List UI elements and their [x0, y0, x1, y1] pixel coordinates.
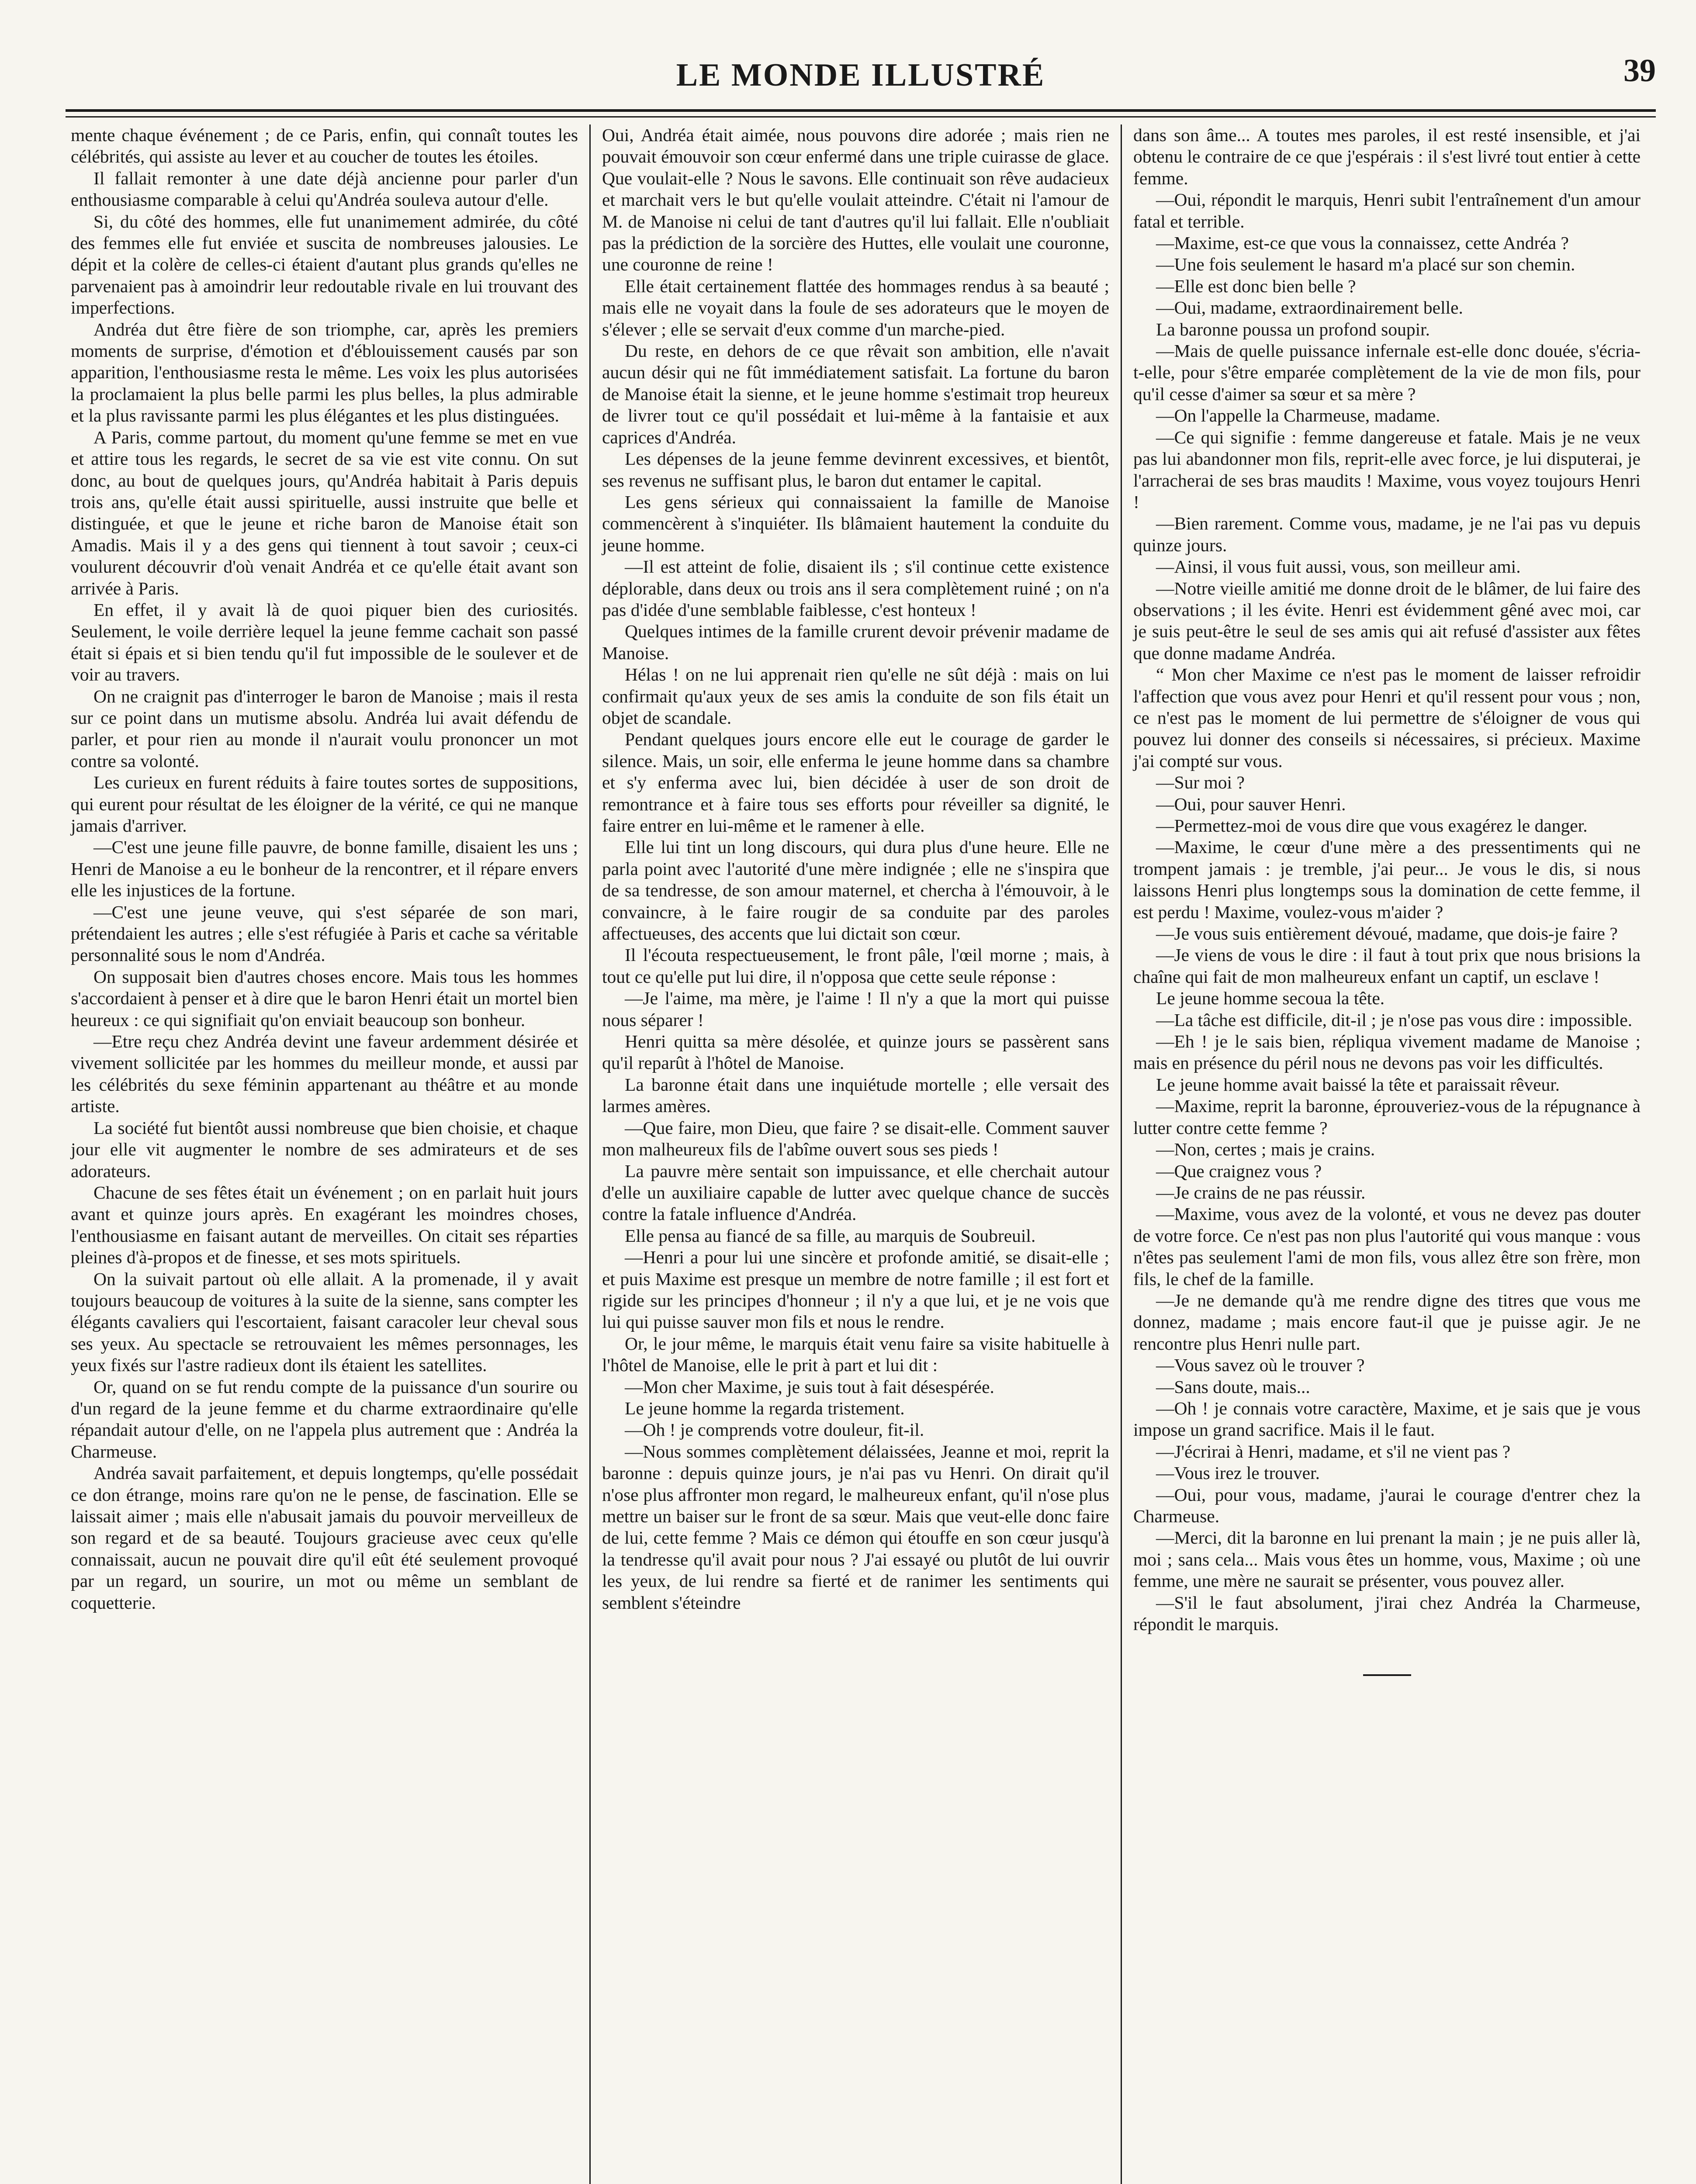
paragraph: La pauvre mère sentait son impuissance, et elle cherchait autour d'elle un auxiliaire capable de lutter avec quelque chance de succès contre la fatale influence d'Andréa.: [602, 1161, 1109, 1224]
paragraph: On supposait bien d'autres choses encore. Mais tous les hommes s'accordaient à penser et à dire que le baron Henri était un mortel bien heureux : ce qui signifiait qu'on enviait beaucoup son bonheur.: [71, 966, 578, 1030]
paragraph: —S'il le faut absolument, j'irai chez Andréa la Charmeuse, répondit le marquis.: [1133, 1592, 1641, 1635]
page-number: 39: [1623, 53, 1656, 89]
paragraph: —Oh ! je connais votre caractère, Maxime, et je sais que je vous impose un grand sacrifice. Mais il le faut.: [1133, 1398, 1641, 1440]
paragraph: —Sur moi ?: [1156, 772, 1245, 793]
page-header: [66, 9, 1656, 122]
paragraph: —Mon cher Maxime, je suis tout à fait désespérée.: [625, 1376, 994, 1397]
paragraph: Du reste, en dehors de ce que rêvait son ambition, elle n'avait aucun désir qui ne fût immédiatement satisfait. La fortune du baron de Manoise était la sienne, et le jeune homme s'estimait trop heureux de livrer tout ce qu'il possédait et lui-même à la fantaisie et aux caprices d'Andréa.: [602, 341, 1109, 447]
paragraph: —Ce qui signifie : femme dangereuse et fatale. Mais je ne veux pas lui abandonner mon fils, reprit-elle avec force, je lui disputerai, je l'arracherai de ses bras maudits ! Maxime, vous voyez toujours Henri !: [1133, 427, 1641, 512]
paragraph: —Mais de quelle puissance infernale est-elle donc douée, s'écria-t-elle, pour s'être emparée complètement de la vie de mon fils, pour qu'il cesse d'aimer sa sœur et sa mère ?: [1133, 341, 1641, 404]
paragraph: —Permettez-moi de vous dire que vous exagérez le danger.: [1156, 816, 1588, 836]
paragraph: Elle pensa au fiancé de sa fille, au marquis de Soubreuil.: [625, 1225, 1036, 1246]
paragraph: La société fut bientôt aussi nombreuse que bien choisie, et chaque jour elle vit augmenter le nombre de ses admirateurs et de ses adorateurs.: [71, 1117, 578, 1181]
paragraph: Elle était certainement flattée des hommages rendus à sa beauté ; mais elle ne voyait dans la foule de ses adorateurs que le moyen de s'élever ; elle se servait d'eux comme d'un marche-pied.: [602, 276, 1109, 339]
paragraph: —Oui, madame, extraordinairement belle.: [1156, 297, 1463, 318]
column-2: [597, 124, 1115, 2184]
paragraph: —Vous irez le trouver.: [1156, 1463, 1320, 1483]
paragraph: —Elle est donc bien belle ?: [1156, 276, 1356, 296]
paragraph: Les dépenses de la jeune femme devinrent excessives, et bientôt, ses revenus ne suffisant plus, le baron dut entamer le capital.: [602, 449, 1109, 491]
paragraph: —J'écrirai à Henri, madame, et s'il ne vient pas ?: [1156, 1441, 1511, 1462]
paragraph: —Nous sommes complètement délaissées, Jeanne et moi, reprit la baronne : depuis quinze jours, je n'ai pas vu Henri. On dirait qu'il n'ose plus affronter mon regard, le malheureux enfant, qu'il n'ose plus mettre un baiser sur le front de sa sœur. Mais que veut-elle donc faire de lui, cette femme ? Mais ce démon qui étouffe en son cœur jusqu'à la tendresse qu'il avait pour nous ? J'ai essayé ou plutôt de lui ouvrir les yeux, de lui rendre sa fierté et de ranimer les sentiments qui semblent s'éteindre: [602, 1441, 1109, 1613]
paragraph: —Je vous suis entièrement dévoué, madame, que dois-je faire ?: [1156, 923, 1618, 944]
paragraph: —Etre reçu chez Andréa devint une faveur ardemment désirée et vivement sollicitée par les hommes du meilleur monde, et aussi par les célébrités du sexe féminin appartenant au théâtre et au monde artiste.: [71, 1031, 578, 1116]
paragraph: Henri quitta sa mère désolée, et quinze jours se passèrent sans qu'il reparût à l'hôtel de Manoise.: [602, 1031, 1109, 1073]
paragraph: —On l'appelle la Charmeuse, madame.: [1156, 405, 1440, 426]
paragraph: —Je crains de ne pas réussir.: [1156, 1182, 1366, 1203]
paragraph: —Oh ! je comprends votre douleur, fit-il.: [625, 1420, 924, 1440]
paragraph: La baronne était dans une inquiétude mortelle ; elle versait des larmes amères.: [602, 1074, 1109, 1116]
paragraph: On la suivait partout où elle allait. A la promenade, il y avait toujours beaucoup de voitures à la suite de la sienne, sans compter les élégants cavaliers qui l'escortaient, faisant caracoler leur cheval sous ses yeux. Au spectacle se retrouvaient les mêmes personnages, les yeux fixés sur l'astre radieux dont ils étaient les satellites.: [71, 1268, 578, 1375]
paragraph: Chacune de ses fêtes était un événement ; on en parlait huit jours avant et quinze jours après. En exagérant les moindres choses, l'enthousiasme en faisant autant de merveilles. On citait ses réparties pleines d'à-propos et de finesse, et ses mots spirituels.: [71, 1182, 578, 1268]
paragraph: —Henri a pour lui une sincère et profonde amitié, se disait-elle ; et puis Maxime est presque un membre de notre famille ; il est fort et rigide sur les principes d'honneur ; il n'y a que lui, et je ne vois que lui qui puisse sauver mon fils et nous le rendre.: [602, 1247, 1109, 1332]
paragraph: Pendant quelques jours encore elle eut le courage de garder le silence. Mais, un soir, elle enferma le jeune homme dans sa chambre et s'y enferma avec lui, bien décidée à user de son droit de remontrance et à faire tous ses efforts pour réveiller sa dignité, le faire entrer en lui-même et le ramener à elle.: [602, 729, 1109, 836]
paragraph: Hélas ! on ne lui apprenait rien qu'elle ne sût déjà : mais on lui confirmait qu'aux yeux de ses amis la conduite de son fils était un objet de scandale.: [602, 664, 1109, 728]
paragraph: —Maxime, reprit la baronne, éprouveriez-vous de la répugnance à lutter contre cette femme ?: [1133, 1096, 1641, 1138]
paragraph: —Que craignez vous ?: [1156, 1161, 1322, 1181]
masthead-title: LE MONDE ILLUSTRÉ: [676, 57, 1045, 93]
paragraph: —C'est une jeune fille pauvre, de bonne famille, disaient les uns ; Henri de Manoise a eu le bonheur de la rencontrer, et il répare envers elle les injustices de la fortune.: [71, 837, 578, 901]
header-rule-thin: [66, 116, 1656, 117]
paragraph: “ Mon cher Maxime ce n'est pas le moment de laisser refroidir l'affection que vous avez pour Henri et qu'il ressent pour vous ; non, ce n'est pas le moment de lui permettre de s'éloigner de vous qui pouvez lui donner des conseils si nécessaires, si précieux. Maxime j'ai compté sur vous.: [1133, 664, 1641, 771]
paragraph: —La tâche est difficile, dit-il ; je n'ose pas vous dire : impossible.: [1156, 1009, 1633, 1030]
paragraph: —Il est atteint de folie, disaient ils ; s'il continue cette existence déplorable, dans deux ou trois ans il sera complètement ruiné ; on n'a pas d'idée d'une semblable faiblesse, c'est honteux !: [602, 556, 1109, 620]
paragraph: —Oui, pour sauver Henri.: [1156, 794, 1346, 814]
paragraph: —Je ne demande qu'à me rendre digne des titres que vous me donnez, madame ; mais encore faut-il que je puisse agir. Je ne rencontre plus Henri nulle part.: [1133, 1290, 1641, 1354]
paragraph: —Je l'aime, ma mère, je l'aime ! Il n'y a que la mort qui puisse nous séparer !: [602, 988, 1109, 1030]
column-divider: [1121, 124, 1122, 2184]
header-rule-thick: [66, 109, 1656, 112]
paragraph: Quelques intimes de la famille crurent devoir prévenir madame de Manoise.: [602, 621, 1109, 663]
paragraph: —Une fois seulement le hasard m'a placé sur son chemin.: [1156, 254, 1575, 275]
paragraph: Andréa savait parfaitement, et depuis longtemps, qu'elle possédait ce don étrange, moins rare qu'on ne le pense, de fascination. Elle se laissait aimer ; mais elle n'abusait jamais du pouvoir merveilleux de son regard et de sa beauté. Toujours gracieuse avec ceux qu'elle connaissait, aucun ne pouvait dire qu'il eût été seulement provoqué par un regard, un sourire, un mot ou même un semblant de coquetterie.: [71, 1463, 578, 1613]
paragraph: —Bien rarement. Comme vous, madame, je ne l'ai pas vu depuis quinze jours.: [1133, 513, 1641, 555]
text-columns: [66, 124, 1656, 2184]
paragraph: —Non, certes ; mais je crains.: [1156, 1139, 1375, 1160]
paragraph: —Notre vieille amitié me donne droit de le blâmer, de lui faire des observations ; il les évite. Henri est évidemment gêné avec moi, car je suis peut-être le seul de ses amis qui ait refusé d'assister aux fêtes que donne madame Andréa.: [1133, 578, 1641, 663]
paragraph: —Je viens de vous le dire : il faut à tout prix que nous brisions la chaîne qui fait de mon malheureux enfant un captif, un esclave !: [1133, 945, 1641, 987]
column-1: [66, 124, 583, 2184]
paragraph: Elle lui tint un long discours, qui dura plus d'une heure. Elle ne parla point avec l'autorité d'une mère indignée ; elle ne s'inspira que de sa tendresse, de son amour maternel, et chercha à l'émouvoir, à le convaincre, à le faire rougir de sa conduite par des paroles affectueuses, des accents que lui dictait son cœur.: [602, 837, 1109, 944]
paragraph: Andréa dut être fière de son triomphe, car, après les premiers moments de surprise, d'émotion et d'éblouissement causés par son apparition, l'enthousiasme resta le même. Les voix les plus autorisées la proclamaient la plus belle parmi les plus belles, la plus admirable et la plus ravissante parmi les plus élégantes et les plus distinguées.: [71, 319, 578, 426]
paragraph: Les curieux en furent réduits à faire toutes sortes de suppositions, qui eurent pour résultat de les éloigner de la vérité, ce qui ne manque jamais d'arriver.: [71, 772, 578, 836]
paragraph: —Maxime, le cœur d'une mère a des pressentiments qui ne trompent jamais : je tremble, j'ai peur... Je vous le dis, si nous laissons Henri plus longtemps sous la domination de cette femme, il est perdu ! Maxime, voulez-vous m'aider ?: [1133, 837, 1641, 922]
paragraph: —Eh ! je le sais bien, répliqua vivement madame de Manoise ; mais en présence du péril nous ne devons pas voir les difficultés.: [1133, 1031, 1641, 1073]
paragraph: Il fallait remonter à une date déjà ancienne pour parler d'un enthousiasme comparable à celui qu'Andréa souleva autour d'elle.: [71, 168, 578, 210]
column-3: [1128, 124, 1646, 2184]
column-divider: [589, 124, 591, 2184]
paragraph: —Ainsi, il vous fuit aussi, vous, son meilleur ami.: [1156, 556, 1521, 577]
paragraph: dans son âme... A toutes mes paroles, il est resté insensible, et j'ai obtenu le contraire de ce que j'espérais : il s'est livré tout entier à cette femme.: [1133, 125, 1641, 188]
paragraph: —Maxime, vous avez de la volonté, et vous ne devez pas douter de votre force. Ce n'est pas non plus l'autorité qui vous manque : vous n'êtes pas seulement l'ami de mon fils, vous allez être son frère, mon fils, le chef de la famille.: [1133, 1204, 1641, 1289]
paragraph: Le jeune homme secoua la tête.: [1156, 988, 1385, 1009]
paragraph: En effet, il y avait là de quoi piquer bien des curiosités. Seulement, le voile derrière lequel la jeune femme cachait son passé était si épais et si bien tendu qu'il fut impossible de le soulever et de voir au travers.: [71, 599, 578, 685]
paragraph: —Que faire, mon Dieu, que faire ? se disait-elle. Comment sauver mon malheureux fils de l'abîme ouvert sous ses pieds !: [602, 1117, 1109, 1160]
paragraph: —Oui, pour vous, madame, j'aurai le courage d'entrer chez la Charmeuse.: [1133, 1484, 1641, 1526]
paragraph: On ne craignit pas d'interroger le baron de Manoise ; mais il resta sur ce point dans un mutisme absolu. Andréa lui avait défendu de parler, et pour rien au monde il n'aurait voulu prononcer un mot contre sa volonté.: [71, 686, 578, 771]
paragraph: —Vous savez où le trouver ?: [1156, 1355, 1365, 1375]
paragraph: Or, quand on se fut rendu compte de la puissance d'un sourire ou d'un regard de la jeune femme et du charme extraordinaire qu'elle répandait autour d'elle, on ne l'appela plus autrement que : Andréa la Charmeuse.: [71, 1376, 578, 1462]
paragraph: Oui, Andréa était aimée, nous pouvons dire adorée ; mais rien ne pouvait émouvoir son cœur enfermé dans une triple cuirasse de glace. Que voulait-elle ? Nous le savons. Elle continuait son rêve audacieux et marchait vers le but qu'elle voulait atteindre. C'était ni l'amour de M. de Manoise ni celui de tant d'autres qu'il lui fallait. Elle n'oubliait pas la prédiction de la sorcière des Huttes, elle voulait une couronne, une couronne de reine !: [602, 125, 1109, 275]
paragraph: —Oui, répondit le marquis, Henri subit l'entraînement d'un amour fatal et terrible.: [1133, 190, 1641, 232]
paragraph: Or, le jour même, le marquis était venu faire sa visite habituelle à l'hôtel de Manoise, elle le prit à part et lui dit :: [602, 1333, 1109, 1375]
paragraph: mente chaque événement ; de ce Paris, enfin, qui connaît toutes les célébrités, qui assiste au lever et au coucher de toutes les étoiles.: [71, 125, 578, 167]
paragraph: Le jeune homme la regarda tristement.: [625, 1398, 905, 1418]
paragraph: —Sans doute, mais...: [1156, 1376, 1310, 1397]
paragraph: —Merci, dit la baronne en lui prenant la main ; je ne puis aller là, moi ; sans cela... Mais vous êtes un homme, vous, Maxime ; où une femme, une mère ne saurait se présenter, vous pouvez aller.: [1133, 1527, 1641, 1591]
paragraph: Le jeune homme avait baissé la tête et paraissait rêveur.: [1156, 1074, 1560, 1095]
paragraph: Il l'écouta respectueusement, le front pâle, l'œil morne ; mais, à tout ce qu'elle put lui dire, il n'opposa que cette seule réponse :: [602, 945, 1109, 987]
section-end-rule: [1363, 1674, 1411, 1676]
paragraph: Les gens sérieux qui connaissaient la famille de Manoise commencèrent à s'inquiéter. Ils blâmaient hautement la conduite du jeune homme.: [602, 491, 1109, 555]
paragraph: La baronne poussa un profond soupir.: [1156, 319, 1430, 339]
paragraph: —Maxime, est-ce que vous la connaissez, cette Andréa ?: [1156, 233, 1569, 253]
paragraph: Si, du côté des hommes, elle fut unanimement admirée, du côté des femmes elle fut enviée et suscita de nombreuses jalousies. Le dépit et la colère de celles-ci étaient d'autant plus grands qu'elles ne parvenaient pas à amoindrir leur redoutable rivale en lui trouvant des imperfections.: [71, 211, 578, 318]
paragraph: A Paris, comme partout, du moment qu'une femme se met en vue et attire tous les regards, le secret de sa vie est vite connu. On sut donc, au bout de quelques jours, qu'Andréa habitait à Paris depuis trois ans, qu'elle était aussi spirituelle, aussi instruite que belle et distinguée, et que le jeune et riche baron de Manoise était son Amadis. Mais il y a des gens qui tiennent à tout savoir ; ceux-ci voulurent découvrir d'où venait Andréa et ce qu'elle était avant son arrivée à Paris.: [71, 427, 578, 598]
paragraph: —C'est une jeune veuve, qui s'est séparée de son mari, prétendaient les autres ; elle s'est réfugiée à Paris et cache sa véritable personnalité sous le nom d'Andréa.: [71, 902, 578, 965]
